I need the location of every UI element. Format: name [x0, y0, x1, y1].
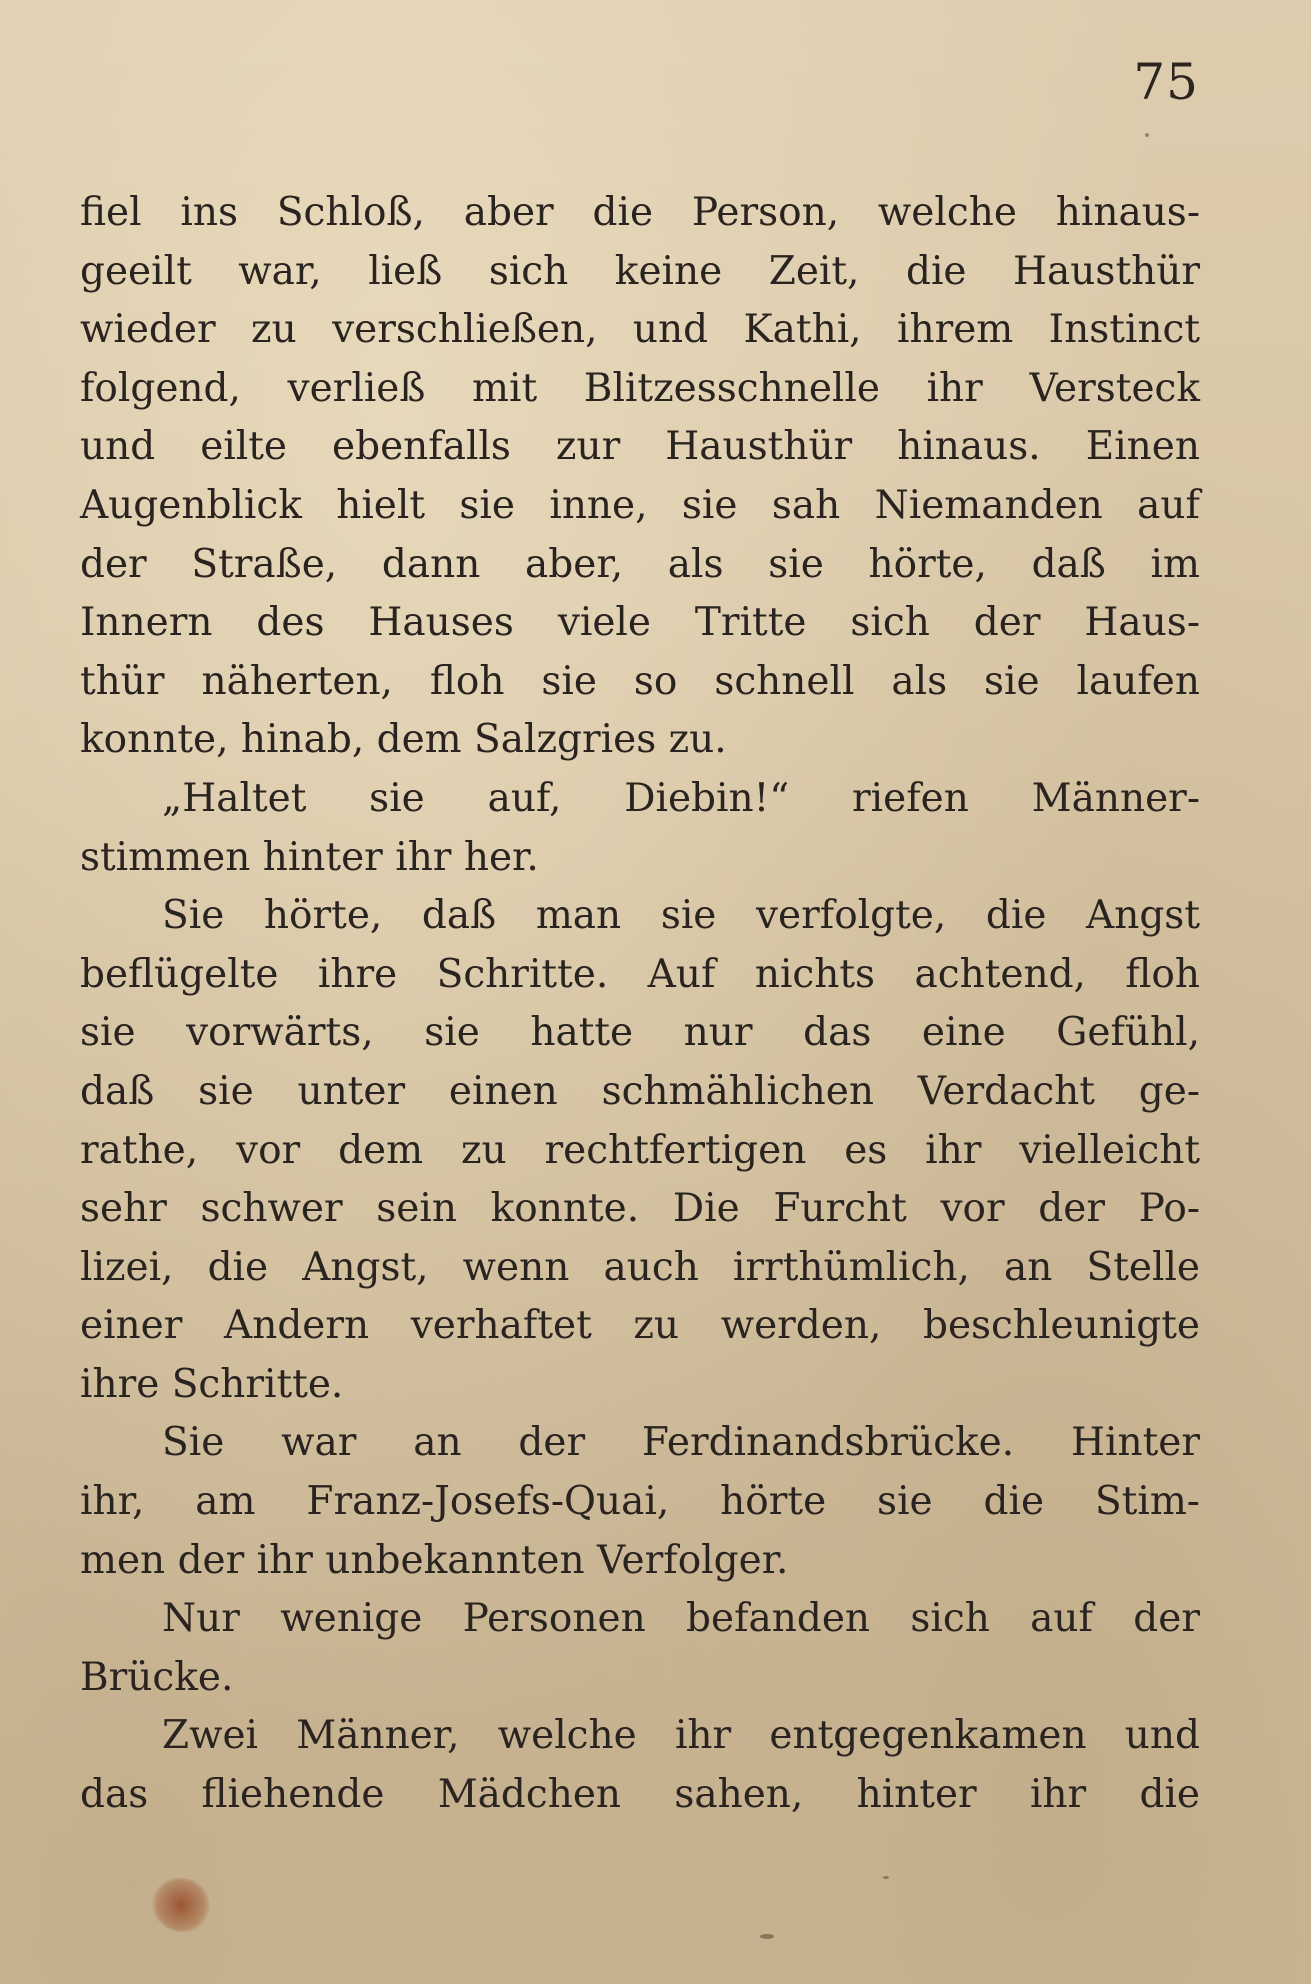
text-line: fiel ins Schloß, aber die Person, welche hinaus-: [80, 190, 1200, 235]
text-line: geeilt war, ließ sich keine Zeit, die Hausthür: [80, 248, 1200, 294]
text-line: Nur wenige Personen befanden sich auf der: [162, 1596, 1200, 1642]
body-text: [80, 184, 1200, 1825]
text-line: sie vorwärts, sie hatte nur das eine Gefühl,: [80, 1010, 1200, 1056]
paper-speck: [1145, 133, 1149, 137]
text-line: rathe, vor dem zu rechtfertigen es ihr vielleicht: [80, 1127, 1200, 1173]
text-line: Zwei Männer, welche ihr entgegenkamen und: [162, 1713, 1200, 1759]
text-line: konnte, hinab, dem Salzgries zu.: [80, 717, 727, 763]
text-line: Sie war an der Ferdinandsbrücke. Hinter: [162, 1420, 1200, 1466]
text-line: Augenblick hielt sie inne, sie sah Niemanden auf: [80, 482, 1200, 528]
text-line: Brücke.: [80, 1654, 234, 1700]
text-line: lizei, die Angst, wenn auch irrthümlich, an Stelle: [80, 1244, 1200, 1290]
text-line: daß sie unter einen schmählichen Verdacht ge-: [80, 1068, 1200, 1114]
text-line: men der ihr unbekannten Verfolger.: [80, 1537, 789, 1583]
text-line: Innern des Hauses viele Tritte sich der Haus-: [80, 600, 1200, 646]
text-line: folgend, verließ mit Blitzesschnelle ihr Versteck: [80, 365, 1200, 411]
paper-speck: [760, 1934, 774, 1939]
text-line: der Straße, dann aber, als sie hörte, daß im: [80, 541, 1200, 587]
text-line: „Haltet sie auf, Diebin!“ riefen Männer-: [162, 775, 1200, 821]
text-line: stimmen hinter ihr her.: [80, 834, 539, 880]
text-line: wieder zu verschließen, und Kathi, ihrem Instinct: [80, 307, 1200, 353]
text-line: und eilte ebenfalls zur Hausthür hinaus. Einen: [80, 424, 1200, 470]
text-line: beflügelte ihre Schritte. Auf nichts achtend, floh: [80, 951, 1200, 997]
text-line: thür näherten, floh sie so schnell als sie laufen: [80, 658, 1200, 704]
text-line: Sie hörte, daß man sie verfolgte, die Angst: [162, 893, 1200, 939]
page-number: 75: [1133, 53, 1199, 111]
text-line: ihr, am Franz-Josefs-Quai, hörte sie die Stim-: [80, 1479, 1200, 1525]
text-line: das fliehende Mädchen sahen, hinter ihr die: [80, 1772, 1200, 1818]
text-line: ihre Schritte.: [80, 1361, 344, 1407]
text-line: sehr schwer sein konnte. Die Furcht vor der Po-: [80, 1186, 1200, 1232]
text-line: einer Andern verhaftet zu werden, beschleunigte: [80, 1303, 1200, 1349]
ink-stain: [152, 1878, 210, 1932]
paper-speck: [883, 1876, 889, 1879]
